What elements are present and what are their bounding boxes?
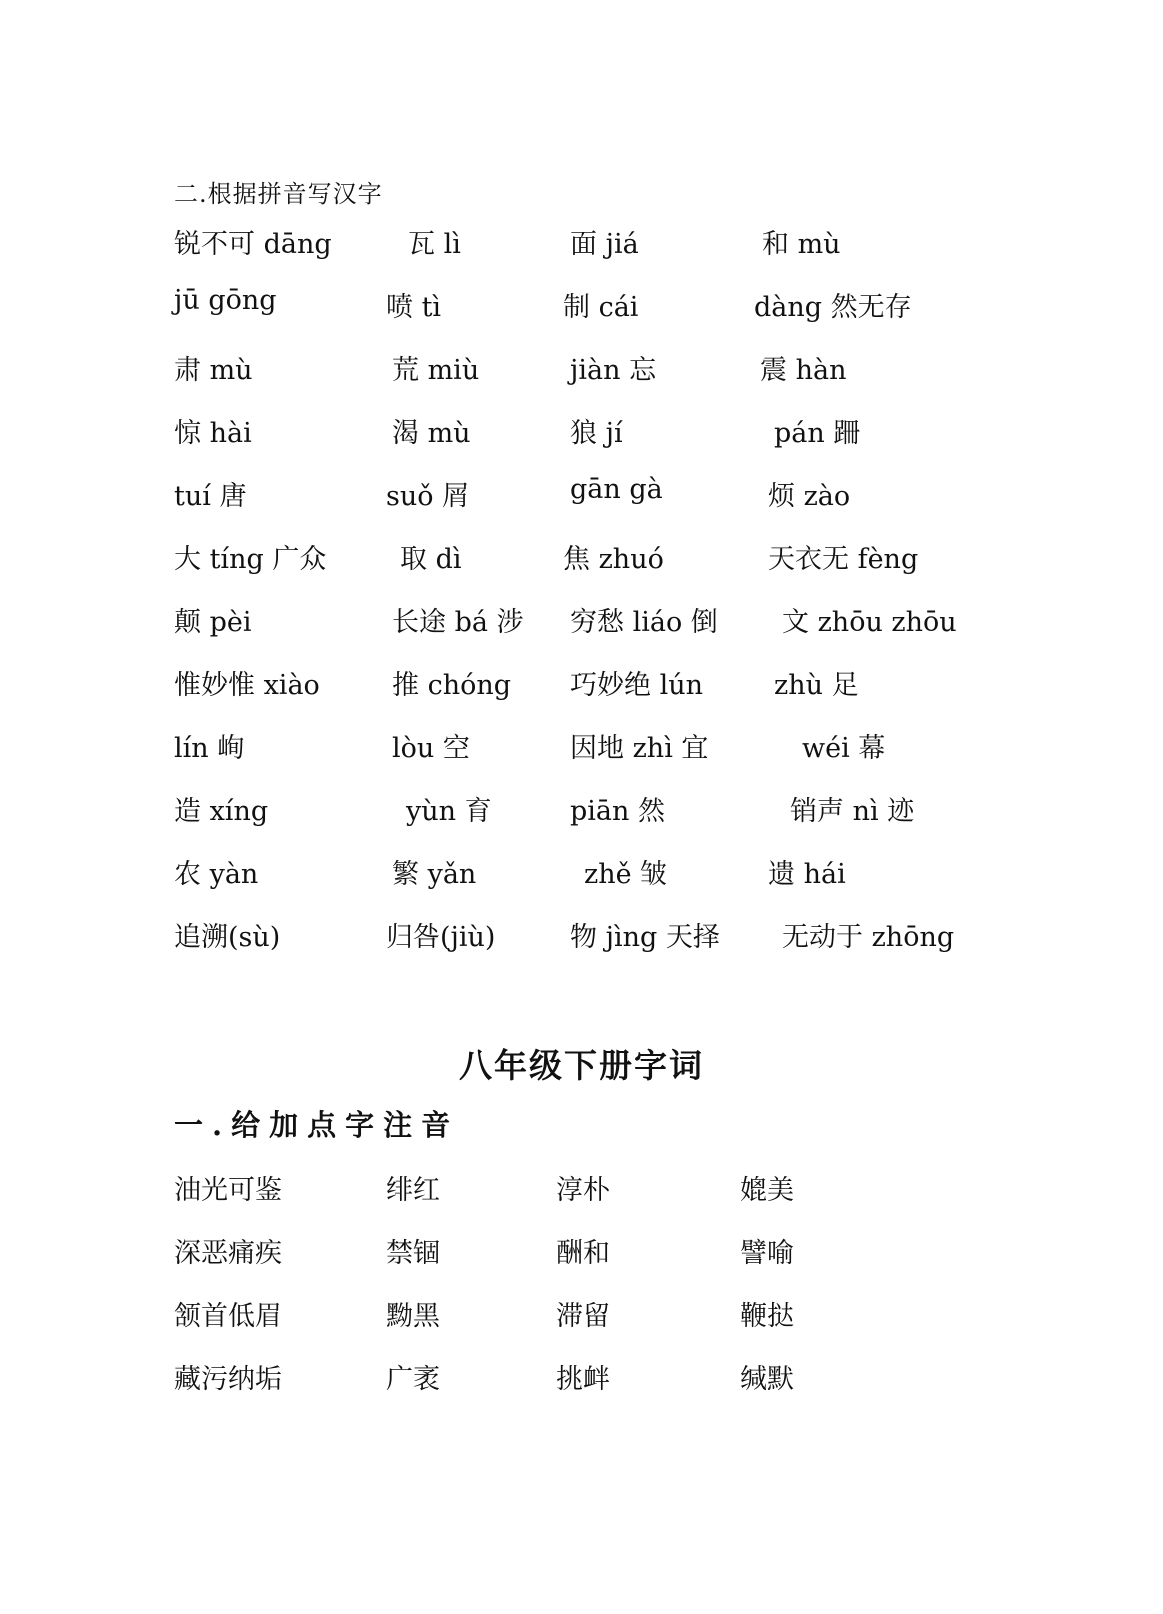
exercise-item: 天衣无 fèng — [768, 544, 919, 575]
exercise-item: lòu 空 — [392, 733, 470, 764]
exercise-item: 狼 jí — [570, 418, 623, 449]
exercise-item: 销声 nì 迹 — [790, 796, 915, 827]
exercise-item: gān gà — [570, 474, 663, 505]
exercise-item: 造 xíng — [174, 796, 269, 827]
exercise-item: 惟妙惟 xiào — [174, 670, 320, 701]
exercise-item: 归咎(jiù) — [386, 922, 496, 953]
exercise-item: 荒 miù — [392, 355, 480, 386]
word-item: 酬和 — [556, 1238, 610, 1269]
exercise-item: dàng 然无存 — [754, 292, 912, 323]
exercise-item: 制 cái — [563, 292, 639, 323]
exercise-item: 焦 zhuó — [563, 544, 664, 575]
exercise-item: jiàn 忘 — [570, 355, 657, 386]
exercise-item: 遗 hái — [768, 859, 846, 890]
exercise-item: 喷 tì — [386, 292, 442, 323]
exercise-item: 因地 zhì 宜 — [570, 733, 709, 764]
exercise-item: wéi 幕 — [802, 733, 886, 764]
exercise-item: suǒ 屑 — [386, 481, 470, 512]
exercise-item: 锐不可 dāng — [174, 229, 332, 260]
section-1-title: 一.给加点字注音 — [174, 1108, 460, 1142]
word-item: 挑衅 — [556, 1364, 610, 1395]
exercise-item: zhě 皱 — [584, 859, 668, 890]
exercise-item: jū gōng — [174, 285, 277, 316]
word-item: 黝黑 — [386, 1301, 440, 1332]
word-item: 油光可鉴 — [174, 1175, 282, 1206]
word-item: 淳朴 — [556, 1175, 610, 1206]
exercise-item: 颠 pèi — [174, 607, 252, 638]
exercise-item: 肃 mù — [174, 355, 253, 386]
section-2-title: 二.根据拼音写汉字 — [174, 180, 383, 208]
word-item: 鞭挞 — [740, 1301, 794, 1332]
word-item: 滞留 — [556, 1301, 610, 1332]
exercise-item: 繁 yǎn — [392, 859, 477, 890]
exercise-item: 农 yàn — [174, 859, 259, 890]
exercise-item: 渴 mù — [392, 418, 471, 449]
exercise-item: yùn 育 — [406, 796, 492, 827]
word-item: 禁锢 — [386, 1238, 440, 1269]
exercise-item: pán 跚 — [774, 418, 861, 449]
word-item: 深恶痛疾 — [174, 1238, 282, 1269]
exercise-item: piān 然 — [570, 796, 665, 827]
word-item: 广袤 — [386, 1364, 440, 1395]
word-item: 绯红 — [386, 1175, 440, 1206]
exercise-item: 惊 hài — [174, 418, 252, 449]
exercise-item: 巧妙绝 lún — [570, 670, 703, 701]
exercise-item: 面 jiá — [570, 229, 639, 260]
exercise-item: 物 jìng 天择 — [570, 922, 720, 953]
exercise-item: zhù 足 — [774, 670, 859, 701]
page-title: 八年级下册字词 — [459, 1046, 704, 1085]
exercise-item: 烦 zào — [768, 481, 851, 512]
exercise-item: 无动于 zhōng — [782, 922, 955, 953]
exercise-item: tuí 唐 — [174, 481, 247, 512]
exercise-item: 取 dì — [400, 544, 462, 575]
exercise-item: 穷愁 liáo 倒 — [570, 607, 718, 638]
word-item: 譬喻 — [740, 1238, 794, 1269]
word-item: 缄默 — [740, 1364, 794, 1395]
exercise-item: 长途 bá 涉 — [392, 607, 524, 638]
exercise-item: 和 mù — [762, 229, 841, 260]
exercise-item: 瓦 lì — [408, 229, 461, 260]
exercise-item: 震 hàn — [760, 355, 847, 386]
word-item: 媲美 — [740, 1175, 794, 1206]
exercise-item: 推 chóng — [392, 670, 512, 701]
word-item: 藏污纳垢 — [174, 1364, 282, 1395]
exercise-item: 大 tíng 广众 — [174, 544, 327, 575]
exercise-item: 文 zhōu zhōu — [782, 607, 957, 638]
word-item: 颔首低眉 — [174, 1301, 282, 1332]
exercise-item: lín 峋 — [174, 733, 245, 764]
exercise-item: 追溯(sù) — [174, 922, 281, 953]
